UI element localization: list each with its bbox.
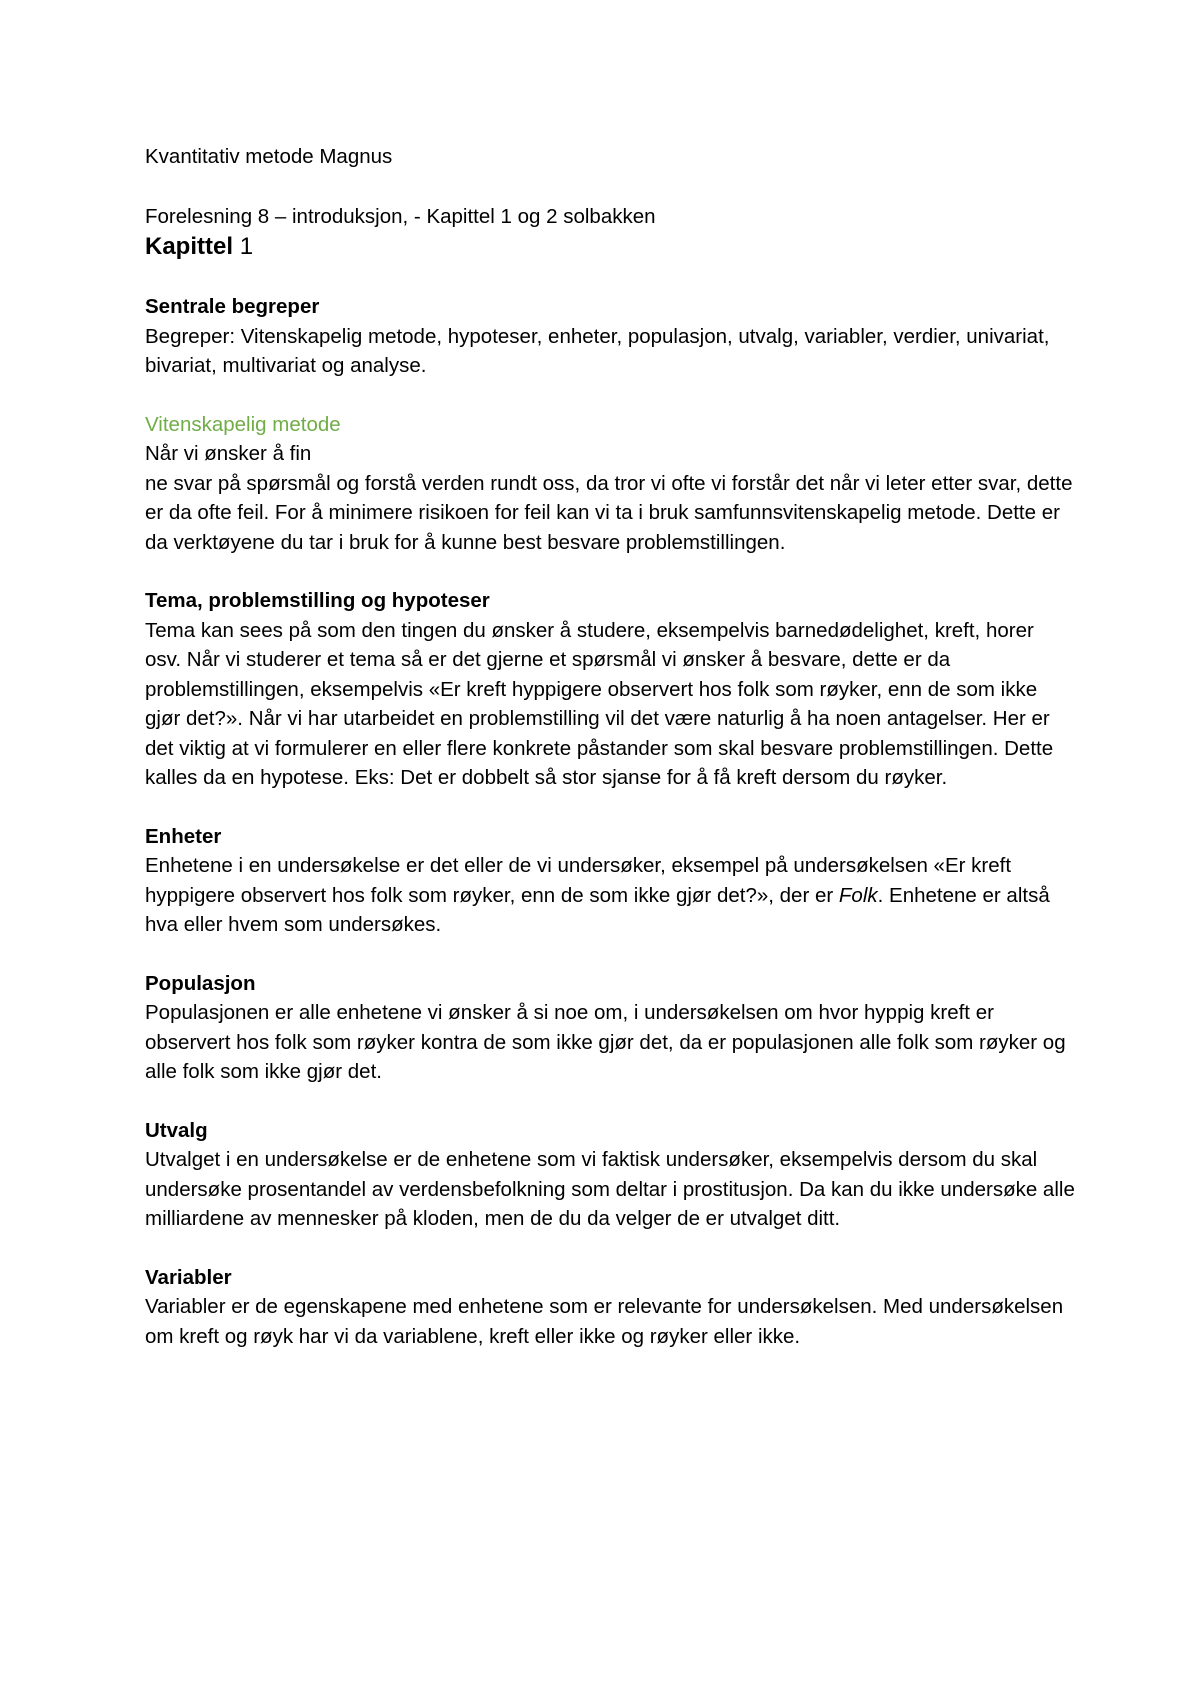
section-heading-green: Vitenskapelig metode	[145, 412, 341, 436]
lecture-line: Forelesning 8 – introduksjon, - Kapittel 1 og 2 solbakken	[145, 204, 656, 228]
document-title: Kvantitativ metode Magnus	[145, 145, 393, 168]
section-heading: Tema, problemstilling og hypoteser	[145, 589, 490, 612]
section-variabler	[145, 1263, 1075, 1352]
section-utvalg	[145, 1116, 1075, 1234]
section-enheter	[145, 822, 1075, 940]
section-tema	[145, 586, 1075, 793]
section-body: Utvalget i en undersøkelse er de enhetene som vi faktisk undersøker, eksempelvis dersom du skal undersøke prosentandel av verdensbefolkning som deltar i prostitusjon. Da kan du ikke undersøke alle milliardene av mennesker på kloden, men de du da velger de er utvalget ditt.	[145, 1148, 1075, 1230]
section-populasjon	[145, 969, 1075, 1087]
chapter-word: Kapittel	[145, 233, 234, 260]
section-body: Begreper: Vitenskapelig metode, hypoteser, enheter, populasjon, utvalg, variabler, verdier, univariat, bivariat, multivariat og analyse.	[145, 324, 1050, 377]
body-part-a: Enhetene i en undersøkelse er det eller de vi undersøker, eksempel på undersøkelsen «Er kreft hyppigere observert hos folk som røyker, enn de som ikke gjør det?», der er	[145, 854, 1012, 907]
section-heading: Utvalg	[145, 1118, 208, 1142]
section-sentrale-begreper	[145, 292, 1075, 381]
section-body: Populasjonen er alle enhetene vi ønsker å si noe om, i undersøkelsen om hvor hyppig kreft er observert hos folk som røyker kontra de som ikke gjør det, da er populasjonen alle folk som røyker og alle folk som ikke gjør det.	[145, 1001, 1066, 1083]
body-part-b: . Enhetene er altså hva eller hvem som undersøkes.	[145, 883, 1050, 936]
section-heading: Sentrale begreper	[145, 295, 320, 318]
section-heading: Variabler	[145, 1265, 232, 1289]
section-vitenskapelig-metode	[145, 410, 1075, 558]
section-heading: Populasjon	[145, 971, 256, 995]
document-page	[145, 142, 1075, 1380]
section-heading: Enheter	[145, 824, 222, 848]
section-line: Når vi ønsker å fin	[145, 442, 312, 465]
section-body	[145, 851, 1075, 940]
body-emphasis: Folk	[838, 883, 878, 907]
section-body: Tema kan sees på som den tingen du ønsker å studere, eksempelvis barnedødelighet, kreft, horer osv. Når vi studerer et tema så er det gjerne et spørsmål vi ønsker å besvare, dette er da problemstillingen, eksempelvis «Er kreft hyppigere observert hos folk som røyker, enn de som ikke gjør det?». Når vi har utarbeidet en problemstilling vil det være naturlig å ha noen antagelser. Her er det viktig at vi formulerer en eller flere konkrete påstander som skal besvare problemstillingen. Dette kalles da en hypotese. Eks: Det er dobbelt så stor sjanse for å få kreft dersom du røyker.	[145, 618, 1054, 789]
chapter-heading	[145, 231, 1075, 263]
section-body: ne svar på spørsmål og forstå verden rundt oss, da tror vi ofte vi forstår det når vi leter etter svar, dette er da ofte feil. For å minimere risikoen for feil kan vi ta i bruk samfunnsvitenskapelig metode. Dette er da verktøyene du tar i bruk for å kunne best besvare problemstillingen.	[145, 471, 1073, 554]
chapter-number: 1	[239, 233, 254, 260]
section-body: Variabler er de egenskapene med enhetene som er relevante for undersøkelsen. Med undersøkelsen om kreft og røyk har vi da variablene, kreft eller ikke og røyker eller ikke.	[145, 1295, 1064, 1348]
